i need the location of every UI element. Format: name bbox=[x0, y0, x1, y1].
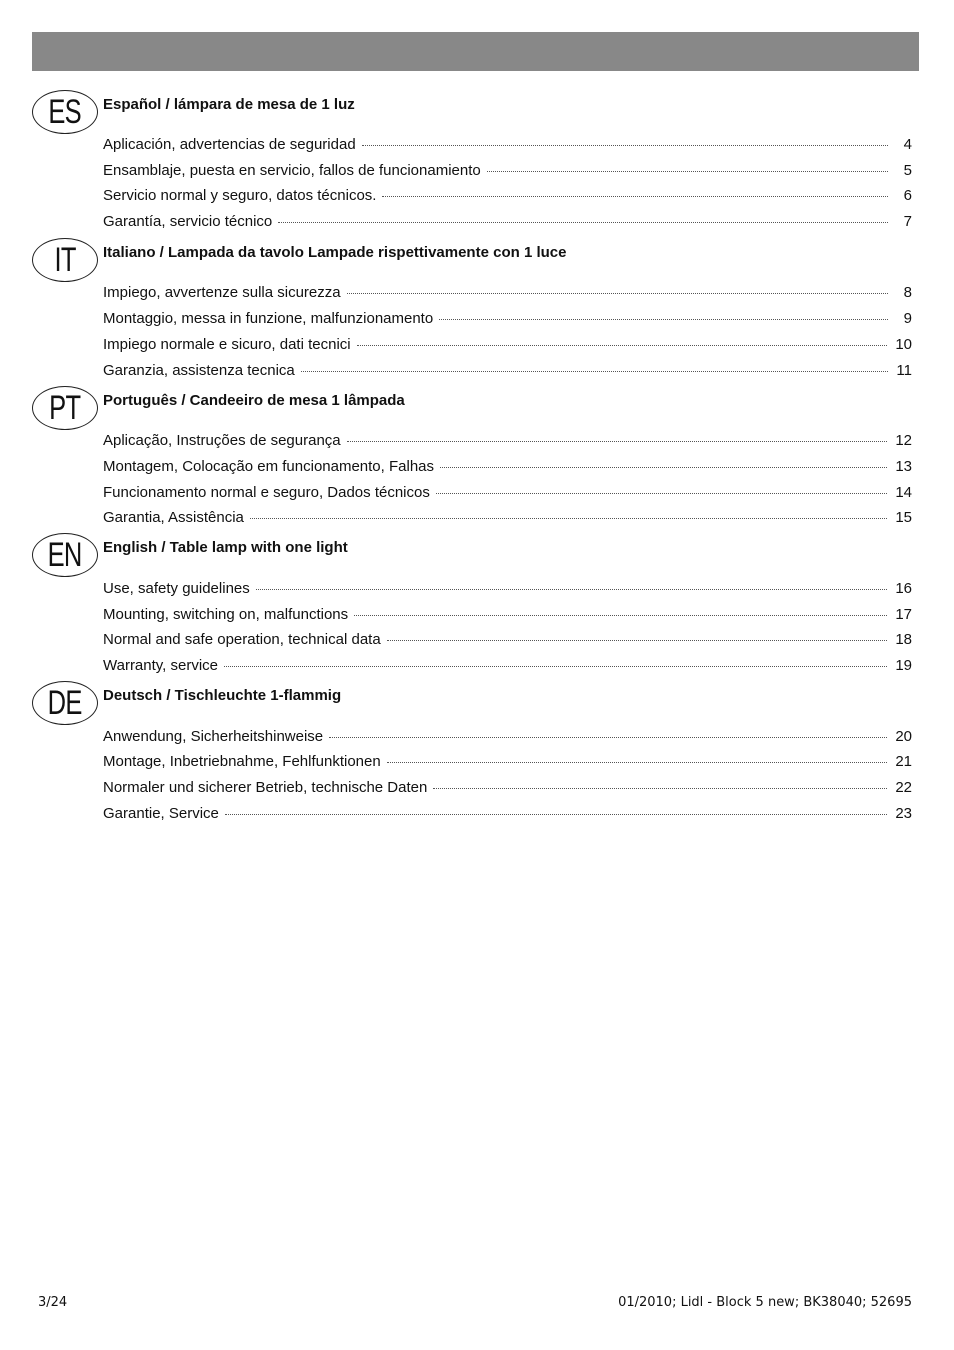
toc-entry-label: Garanzia, assistenza tecnica bbox=[103, 362, 295, 379]
dot-leader bbox=[439, 319, 888, 320]
toc-entry[interactable] bbox=[103, 136, 912, 158]
toc-entry[interactable] bbox=[103, 336, 912, 358]
dot-leader bbox=[250, 518, 887, 519]
toc-entry[interactable] bbox=[103, 213, 912, 235]
section-title: English / Table lamp with one light bbox=[103, 539, 348, 556]
section-title: Italiano / Lampada da tavolo Lampade rispettivamente con 1 luce bbox=[103, 244, 567, 261]
toc-entry-label: Impiego normale e sicuro, dati tecnici bbox=[103, 336, 351, 353]
header-bar bbox=[32, 32, 919, 71]
toc-entry-label: Montagem, Colocação em funcionamento, Falhas bbox=[103, 458, 435, 475]
toc-entry[interactable] bbox=[103, 432, 912, 454]
toc-entry-page: 14 bbox=[895, 484, 912, 501]
toc-entry-page: 15 bbox=[895, 509, 912, 526]
dot-leader bbox=[347, 441, 888, 442]
toc-entry-page: 19 bbox=[895, 657, 912, 674]
toc-entry-label: Aplicación, advertencias de seguridad bbox=[103, 136, 356, 153]
toc-entry[interactable] bbox=[103, 310, 912, 332]
toc-entry-label: Mounting, switching on, malfunctions bbox=[103, 606, 349, 623]
toc-entry-label: Servicio normal y seguro, datos técnicos. bbox=[103, 187, 377, 204]
toc-entry[interactable] bbox=[103, 779, 912, 801]
dot-leader bbox=[329, 737, 887, 738]
language-badge-de: DE bbox=[32, 681, 98, 725]
dot-leader bbox=[440, 467, 887, 468]
toc-entry[interactable] bbox=[103, 631, 912, 653]
dot-leader bbox=[357, 345, 888, 346]
toc-entry-label: Garantie, Service bbox=[103, 805, 219, 822]
dot-leader bbox=[256, 589, 888, 590]
toc-entry[interactable] bbox=[103, 728, 912, 750]
language-badge-es: ES bbox=[32, 90, 98, 134]
toc-entry-page: 23 bbox=[895, 805, 912, 822]
dot-leader bbox=[387, 762, 888, 763]
toc-entry-label: Impiego, avvertenze sulla sicurezza bbox=[103, 284, 341, 301]
language-badge-en: EN bbox=[32, 533, 98, 577]
toc-entry-page: 13 bbox=[895, 458, 912, 475]
toc-entry[interactable] bbox=[103, 162, 912, 184]
page-number: 3/24 bbox=[38, 1295, 68, 1310]
section-title: Español / lámpara de mesa de 1 luz bbox=[103, 96, 355, 113]
toc-entry-label: Warranty, service bbox=[103, 657, 219, 674]
section-title: Deutsch / Tischleuchte 1-flammig bbox=[103, 687, 342, 704]
toc-entry-page: 21 bbox=[895, 753, 912, 770]
toc-entry[interactable] bbox=[103, 509, 912, 531]
toc-entry-page: 5 bbox=[903, 162, 912, 179]
toc-entry-page: 7 bbox=[903, 213, 912, 230]
dot-leader bbox=[382, 196, 888, 197]
toc-entry-page: 22 bbox=[895, 779, 912, 796]
toc-entry-page: 6 bbox=[903, 187, 912, 204]
toc-entry-label: Normaler und sicherer Betrieb, technische Daten bbox=[103, 779, 428, 796]
toc-entry-label: Aplicação, Instruções de segurança bbox=[103, 432, 341, 449]
dot-leader bbox=[354, 615, 887, 616]
toc-entry-label: Normal and safe operation, technical data bbox=[103, 631, 381, 648]
dot-leader bbox=[278, 222, 888, 223]
dot-leader bbox=[301, 371, 888, 372]
toc-entry[interactable] bbox=[103, 805, 912, 827]
dot-leader bbox=[347, 293, 888, 294]
dot-leader bbox=[436, 493, 887, 494]
toc-entry-page: 8 bbox=[903, 284, 912, 301]
toc-entry-label: Ensamblaje, puesta en servicio, fallos de funcionamiento bbox=[103, 162, 481, 179]
toc-entry[interactable] bbox=[103, 362, 912, 384]
toc-entry-page: 12 bbox=[895, 432, 912, 449]
toc-entry[interactable] bbox=[103, 753, 912, 775]
dot-leader bbox=[387, 640, 888, 641]
dot-leader bbox=[487, 171, 888, 172]
toc-entry[interactable] bbox=[103, 580, 912, 602]
section-title: Português / Candeeiro de mesa 1 lâmpada bbox=[103, 392, 405, 409]
dot-leader bbox=[433, 788, 887, 789]
toc-entry[interactable] bbox=[103, 484, 912, 506]
toc-entry[interactable] bbox=[103, 458, 912, 480]
toc-entry[interactable] bbox=[103, 284, 912, 306]
dot-leader bbox=[224, 666, 887, 667]
toc-entry-label: Montage, Inbetriebnahme, Fehlfunktionen bbox=[103, 753, 381, 770]
toc-entry-page: 17 bbox=[895, 606, 912, 623]
toc-entry-label: Anwendung, Sicherheitshinweise bbox=[103, 728, 324, 745]
toc-entry-page: 4 bbox=[903, 136, 912, 153]
toc-entry-page: 9 bbox=[903, 310, 912, 327]
toc-entry-label: Montaggio, messa in funzione, malfunzionamento bbox=[103, 310, 434, 327]
toc-entry-label: Garantia, Assistência bbox=[103, 509, 244, 526]
toc-entry-label: Funcionamento normal e seguro, Dados técnicos bbox=[103, 484, 430, 501]
language-badge-it: IT bbox=[32, 238, 98, 282]
toc-entry-page: 16 bbox=[895, 580, 912, 597]
toc-entry-page: 10 bbox=[895, 336, 912, 353]
language-badge-pt: PT bbox=[32, 386, 98, 430]
toc-entry[interactable] bbox=[103, 606, 912, 628]
toc-entry[interactable] bbox=[103, 187, 912, 209]
dot-leader bbox=[225, 814, 887, 815]
toc-entry-page: 11 bbox=[896, 362, 912, 379]
dot-leader bbox=[362, 145, 888, 146]
toc-entry-page: 20 bbox=[895, 728, 912, 745]
toc-entry[interactable] bbox=[103, 657, 912, 679]
toc-entry-label: Use, safety guidelines bbox=[103, 580, 250, 597]
document-info: 01/2010; Lidl - Block 5 new; BK38040; 52695 bbox=[618, 1295, 912, 1310]
toc-entry-label: Garantía, servicio técnico bbox=[103, 213, 273, 230]
toc-entry-page: 18 bbox=[895, 631, 912, 648]
